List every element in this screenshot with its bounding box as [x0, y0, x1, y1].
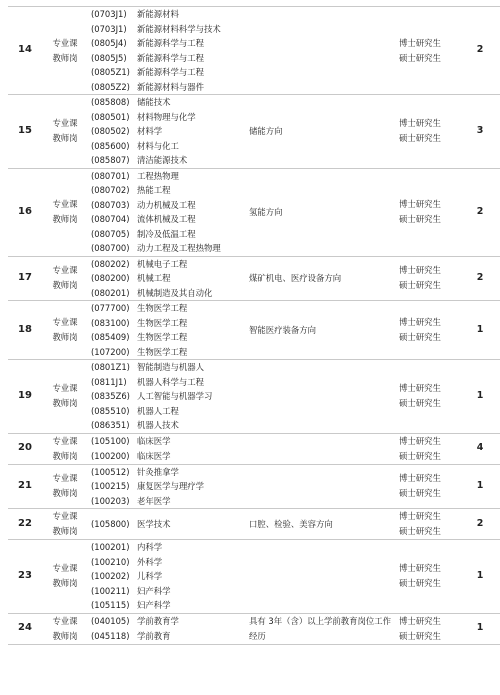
major-item	[91, 22, 241, 37]
table-row	[8, 509, 500, 540]
headcount: 1	[459, 301, 500, 360]
major-item	[91, 198, 241, 213]
headcount: 3	[459, 95, 500, 169]
major-name: 生物医学工程	[137, 332, 188, 342]
major-item	[91, 629, 241, 644]
education-requirement	[399, 95, 459, 169]
education-requirement	[399, 301, 459, 360]
post-name	[42, 540, 88, 614]
major-name: 外科学	[137, 556, 163, 567]
education-requirement	[399, 256, 459, 301]
post-name-line: 专业课	[52, 435, 78, 446]
major-item	[91, 110, 241, 125]
education-line: 博士研究生	[399, 435, 441, 446]
major-name: 学前教育	[137, 630, 171, 641]
major-item	[91, 614, 241, 629]
major-name: 流体机械及工程	[137, 214, 196, 224]
major-name: 清洁能源技术	[137, 155, 188, 165]
table-row	[8, 360, 500, 434]
major-name: 机械工程	[137, 273, 171, 283]
post-name-line: 教师岗	[52, 332, 78, 342]
post-name	[42, 360, 88, 434]
education-line: 博士研究生	[399, 615, 441, 626]
research-direction: 氢能方向	[241, 168, 399, 256]
major-name: 生物医学工程	[137, 303, 188, 313]
major-item	[91, 598, 241, 613]
post-name-line: 教师岗	[52, 488, 78, 499]
row-number: 16	[8, 168, 42, 256]
table-row	[8, 540, 500, 614]
major-list	[88, 464, 241, 509]
research-direction: 煤矿机电、医疗设备方向	[241, 256, 399, 301]
major-name: 临床医学	[137, 436, 171, 446]
major-code: (0703J1)	[91, 9, 127, 19]
row-number: 19	[8, 360, 42, 434]
major-item	[91, 555, 241, 570]
major-name: 机器人科学与工程	[137, 376, 204, 387]
post-name	[42, 301, 88, 360]
major-code: (080202)	[91, 258, 130, 269]
major-list	[88, 613, 241, 644]
major-code: (107200)	[91, 346, 130, 357]
major-item	[91, 241, 241, 256]
row-number: 21	[8, 464, 42, 509]
major-code: (080501)	[91, 111, 130, 122]
education-line: 博士研究生	[399, 317, 441, 327]
education-line: 硕士研究生	[399, 488, 441, 499]
major-item	[91, 330, 241, 345]
education-line: 硕士研究生	[399, 450, 441, 461]
row-number: 17	[8, 256, 42, 301]
major-item	[91, 286, 241, 301]
row-number: 24	[8, 613, 42, 644]
major-item	[91, 316, 241, 331]
major-code: (0805Z2)	[91, 81, 130, 92]
major-list	[88, 540, 241, 614]
major-code: (100203)	[91, 495, 130, 506]
major-code: (080700)	[91, 243, 130, 253]
major-code: (080201)	[91, 287, 130, 298]
major-list	[88, 433, 241, 464]
major-code: (0805J5)	[91, 52, 127, 63]
post-name-line: 教师岗	[52, 214, 78, 224]
major-list	[88, 168, 241, 256]
major-item	[91, 36, 241, 51]
post-name	[42, 433, 88, 464]
headcount: 2	[459, 256, 500, 301]
major-code: (100512)	[91, 466, 130, 477]
major-item	[91, 449, 241, 464]
major-name: 老年医学	[137, 495, 171, 506]
education-line: 博士研究生	[399, 118, 441, 129]
major-name: 材料与化工	[137, 140, 179, 151]
major-code: (105800)	[91, 518, 130, 529]
major-name: 康复医学与理疗学	[137, 481, 204, 491]
headcount: 1	[459, 540, 500, 614]
major-name: 智能制造与机器人	[137, 362, 204, 372]
major-code: (083100)	[91, 317, 130, 328]
major-item	[91, 124, 241, 139]
major-name: 机器人工程	[137, 405, 179, 416]
major-code: (077700)	[91, 303, 130, 313]
research-direction	[241, 464, 399, 509]
post-name-line: 专业课	[52, 615, 78, 626]
major-name: 临床医学	[137, 450, 171, 461]
post-name-line: 教师岗	[52, 398, 78, 409]
education-requirement	[399, 360, 459, 434]
post-name-line: 专业课	[52, 265, 78, 276]
major-name: 妇产科学	[137, 585, 171, 596]
major-code: (100202)	[91, 571, 130, 581]
major-name: 热能工程	[137, 185, 171, 195]
headcount: 4	[459, 433, 500, 464]
major-code: (105115)	[91, 600, 130, 610]
major-name: 机器人技术	[137, 420, 179, 430]
row-number: 14	[8, 7, 42, 95]
major-code: (100201)	[91, 542, 130, 552]
row-number: 23	[8, 540, 42, 614]
major-name: 动力工程及工程热物理	[137, 243, 221, 253]
major-code: (080701)	[91, 170, 130, 181]
post-name-line: 专业课	[52, 317, 78, 327]
headcount: 1	[459, 464, 500, 509]
major-item	[91, 584, 241, 599]
major-name: 妇产科学	[137, 600, 171, 610]
post-name	[42, 7, 88, 95]
major-list	[88, 95, 241, 169]
education-line: 博士研究生	[399, 37, 441, 48]
research-direction	[241, 360, 399, 434]
headcount: 2	[459, 168, 500, 256]
row-number: 15	[8, 95, 42, 169]
major-code: (086351)	[91, 420, 130, 430]
row-number: 22	[8, 509, 42, 540]
research-direction	[241, 7, 399, 95]
major-code: (0805Z1)	[91, 67, 130, 77]
row-number: 18	[8, 301, 42, 360]
major-item	[91, 183, 241, 198]
post-name-line: 专业课	[52, 199, 78, 209]
post-name-line: 教师岗	[52, 280, 78, 291]
research-direction: 储能方向	[241, 95, 399, 169]
post-name	[42, 613, 88, 644]
table-row	[8, 433, 500, 464]
education-requirement	[399, 540, 459, 614]
education-line: 博士研究生	[399, 383, 441, 394]
education-requirement	[399, 7, 459, 95]
post-name-line: 教师岗	[52, 578, 78, 589]
education-requirement	[399, 613, 459, 644]
major-item	[91, 95, 241, 110]
major-name: 新能源材料与器件	[137, 81, 204, 92]
headcount: 2	[459, 7, 500, 95]
post-name-line: 教师岗	[52, 630, 78, 641]
major-code: (0703J1)	[91, 23, 127, 34]
major-name: 机械电子工程	[137, 258, 188, 269]
major-item	[91, 465, 241, 480]
major-code: (080705)	[91, 228, 130, 239]
major-item	[91, 301, 241, 316]
major-item	[91, 80, 241, 95]
major-code: (080702)	[91, 185, 130, 195]
headcount: 1	[459, 613, 500, 644]
table-row	[8, 168, 500, 256]
major-code: (100200)	[91, 450, 130, 461]
education-requirement	[399, 509, 459, 540]
table-body	[8, 7, 500, 645]
research-direction: 口腔、检验、美容方向	[241, 509, 399, 540]
education-requirement	[399, 168, 459, 256]
education-line: 硕士研究生	[399, 52, 441, 63]
major-code: (085807)	[91, 155, 130, 165]
education-line: 硕士研究生	[399, 280, 441, 291]
major-name: 工程热物理	[137, 170, 179, 181]
major-name: 材料物理与化学	[137, 111, 196, 122]
education-line: 博士研究生	[399, 199, 441, 209]
row-number: 20	[8, 433, 42, 464]
major-item	[91, 153, 241, 168]
major-item	[91, 345, 241, 360]
major-item	[91, 212, 241, 227]
education-line: 博士研究生	[399, 473, 441, 484]
post-name	[42, 256, 88, 301]
post-name-line: 专业课	[52, 511, 78, 521]
major-code: (085510)	[91, 405, 130, 416]
major-name: 生物医学工程	[137, 317, 188, 328]
post-name-line: 教师岗	[52, 450, 78, 461]
major-item	[91, 360, 241, 375]
major-item	[91, 257, 241, 272]
major-item	[91, 418, 241, 433]
post-name-line: 专业课	[52, 563, 78, 574]
major-item	[91, 494, 241, 509]
major-item	[91, 65, 241, 80]
major-code: (100211)	[91, 585, 130, 596]
major-list	[88, 256, 241, 301]
headcount: 2	[459, 509, 500, 540]
major-code: (085600)	[91, 140, 130, 151]
major-item	[91, 569, 241, 584]
education-line: 硕士研究生	[399, 398, 441, 409]
major-code: (0805J4)	[91, 38, 127, 48]
major-code: (045118)	[91, 630, 130, 641]
major-name: 新能源科学与工程	[137, 38, 204, 48]
education-line: 硕士研究生	[399, 133, 441, 144]
research-direction: 智能医疗装备方向	[241, 301, 399, 360]
major-code: (085808)	[91, 97, 130, 107]
post-name-line: 教师岗	[52, 526, 78, 536]
post-name-line: 专业课	[52, 473, 78, 484]
major-item	[91, 271, 241, 286]
major-list	[88, 360, 241, 434]
major-code: (0801Z1)	[91, 362, 130, 372]
post-name-line: 教师岗	[52, 52, 78, 63]
major-code: (100215)	[91, 481, 130, 491]
major-name: 新能源科学与工程	[137, 67, 204, 77]
major-item	[91, 375, 241, 390]
education-requirement	[399, 433, 459, 464]
table-row	[8, 7, 500, 95]
major-name: 学前教育学	[137, 616, 179, 626]
major-name: 医学技术	[137, 518, 171, 529]
education-line: 硕士研究生	[399, 332, 441, 342]
table-row	[8, 95, 500, 169]
major-code: (080704)	[91, 214, 130, 224]
research-direction	[241, 540, 399, 614]
post-name	[42, 464, 88, 509]
major-item	[91, 434, 241, 449]
table-row	[8, 613, 500, 644]
major-code: (100210)	[91, 556, 130, 567]
major-item	[91, 227, 241, 242]
post-name	[42, 509, 88, 540]
major-name: 动力机械及工程	[137, 199, 196, 210]
major-name: 新能源科学与工程	[137, 52, 204, 63]
education-line: 博士研究生	[399, 265, 441, 276]
major-list	[88, 509, 241, 540]
major-list	[88, 301, 241, 360]
major-name: 新能源材料	[137, 9, 179, 19]
major-item	[91, 404, 241, 419]
major-item	[91, 51, 241, 66]
major-name: 内科学	[137, 542, 163, 552]
major-item	[91, 389, 241, 404]
education-line: 博士研究生	[399, 511, 441, 521]
education-line: 硕士研究生	[399, 526, 441, 536]
post-name	[42, 168, 88, 256]
major-name: 针灸推拿学	[137, 466, 179, 477]
major-code: (0811J1)	[91, 376, 127, 387]
major-name: 储能技术	[137, 97, 171, 107]
major-name: 机械制造及其自动化	[137, 287, 213, 298]
major-name: 新能源材料科学与技术	[137, 23, 221, 34]
table-row	[8, 464, 500, 509]
post-name-line: 专业课	[52, 37, 78, 48]
major-item	[91, 139, 241, 154]
major-item	[91, 479, 241, 494]
recruitment-table	[8, 6, 500, 645]
major-name: 生物医学工程	[137, 346, 188, 357]
education-line: 硕士研究生	[399, 578, 441, 589]
headcount: 1	[459, 360, 500, 434]
education-line: 硕士研究生	[399, 214, 441, 224]
post-name-line: 专业课	[52, 118, 78, 129]
major-name: 材料学	[137, 126, 163, 136]
major-code: (040105)	[91, 616, 130, 626]
education-line: 博士研究生	[399, 563, 441, 574]
major-item	[91, 540, 241, 555]
table-row	[8, 301, 500, 360]
major-item	[91, 169, 241, 184]
post-name-line: 专业课	[52, 383, 78, 394]
major-item	[91, 7, 241, 22]
major-code: (0835Z6)	[91, 391, 130, 401]
major-name: 制冷及低温工程	[137, 228, 196, 239]
post-name-line: 教师岗	[52, 133, 78, 144]
table-row	[8, 256, 500, 301]
major-code: (080703)	[91, 199, 130, 210]
major-code: (080502)	[91, 126, 130, 136]
major-code: (085409)	[91, 332, 130, 342]
major-code: (080200)	[91, 273, 130, 283]
education-line: 硕士研究生	[399, 630, 441, 641]
major-code: (105100)	[91, 436, 130, 446]
research-direction	[241, 433, 399, 464]
major-item	[91, 517, 241, 532]
post-name	[42, 95, 88, 169]
research-direction: 具有 3年（含）以上学前教育岗位工作经历	[241, 613, 399, 644]
major-name: 人工智能与机器学习	[137, 391, 213, 401]
major-name: 儿科学	[137, 571, 163, 581]
major-list	[88, 7, 241, 95]
education-requirement	[399, 464, 459, 509]
